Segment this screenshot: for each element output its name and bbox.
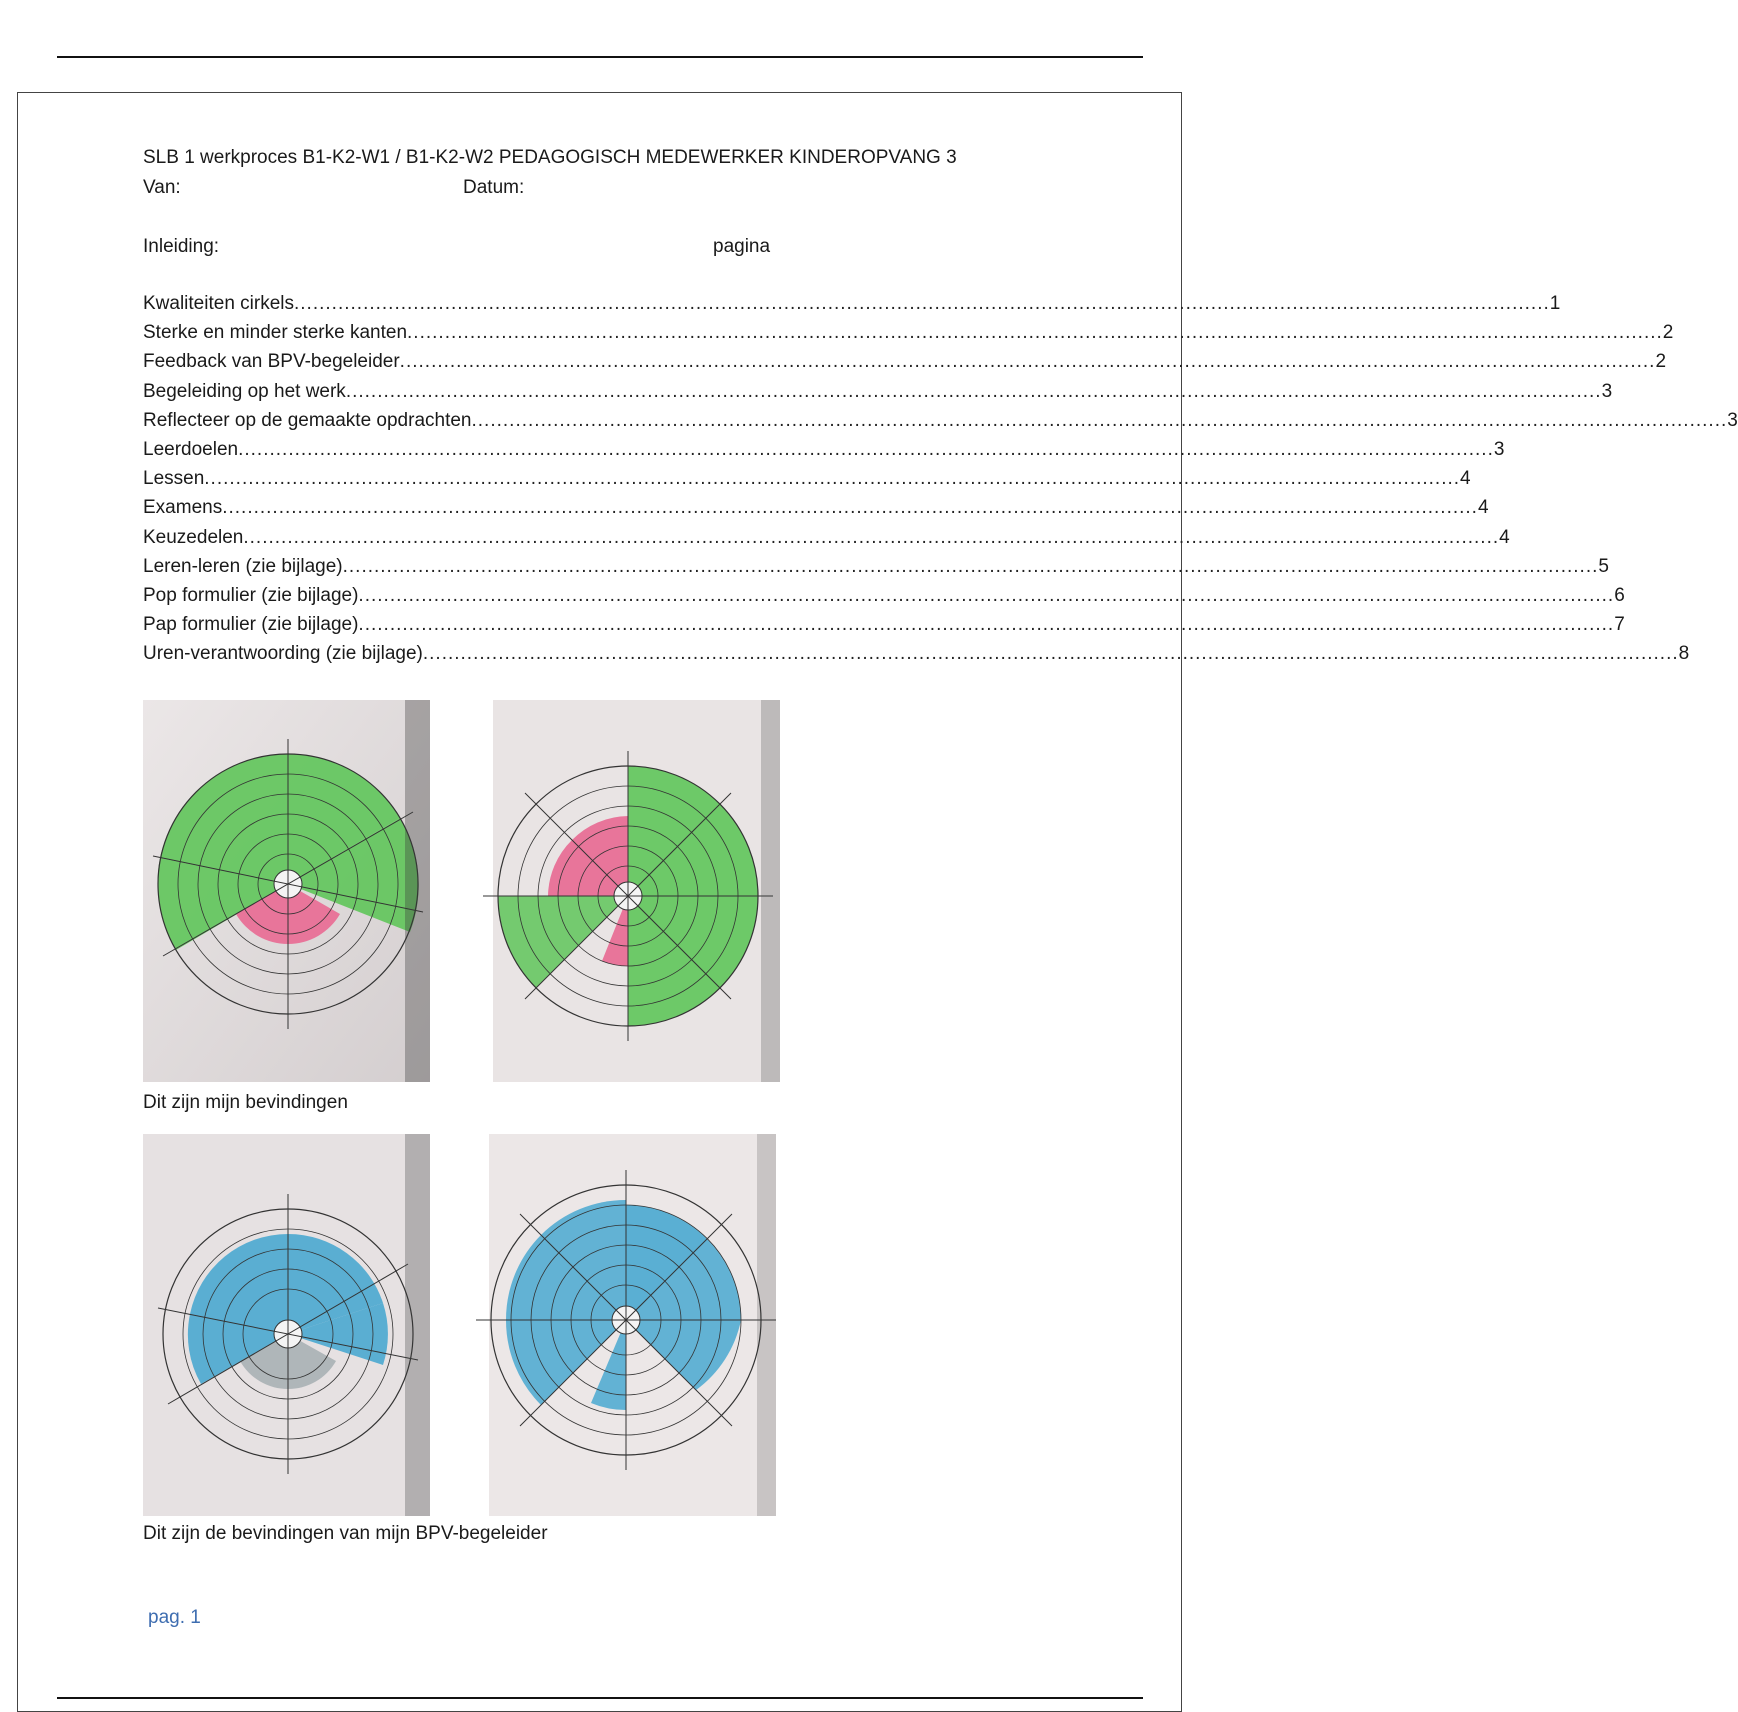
top-rule [57,56,1143,58]
toc-item-label: Keuzedelen [143,526,244,548]
caption-supervisor-findings: Dit zijn de bevindingen van mijn BPV-begeleider [143,1523,548,1544]
photo-own-circle-1 [143,700,430,1082]
toc-page-heading: pagina [713,236,771,257]
toc-item-page: 4 [1477,497,1489,519]
toc-item-page: 2 [1655,351,1667,373]
toc-leader-dots: ........................................................................................................................................................................................................ [238,439,1494,460]
toc-item [143,526,1510,549]
datum-label: Datum: [463,177,525,198]
photo-supervisor-circle-2 [489,1134,776,1516]
toc-leader-dots: ........................................................................................................................................................................................................ [204,468,1461,490]
toc-item [143,293,1561,315]
toc-item-page: 3 [1727,409,1738,431]
toc-item-page: 2 [1662,322,1674,344]
photo-own-circle-2 [493,700,780,1082]
toc-leader-dots: ........................................................................................................................................................................................................ [243,526,1500,548]
toc-item [143,322,1674,344]
toc-leader-dots: ........................................................................................................................................................................................................ [471,409,1728,431]
toc-item-page: 3 [1601,380,1613,402]
toc-leader-dots: ........................................................................................................................................................................................................ [358,585,1615,606]
toc-leader-dots: ........................................................................................................................................................................................................ [342,555,1599,577]
toc-leader-dots: ........................................................................................................................................................................................................ [358,614,1615,636]
document-title: SLB 1 werkproces B1-K2-W1 / B1-K2-W2 PEDAGOGISCH MEDEWERKER KINDEROPVANG 3 [143,147,957,168]
toc-item [143,380,1613,403]
toc-item-page: 1 [1549,293,1561,314]
toc-item-page: 5 [1598,555,1609,577]
toc-item-label: Examens [143,497,223,519]
van-label: Van: [143,177,181,198]
toc-item [143,497,1489,519]
toc-item-label: Leerdoelen [143,439,239,460]
caption-own-findings: Dit zijn mijn bevindingen [143,1092,348,1113]
toc-item-page: 4 [1499,526,1510,548]
toc-item [143,439,1505,461]
toc-item-page: 7 [1614,614,1625,636]
toc-item-label: Pop formulier (zie bijlage) [143,585,359,606]
toc-leader-dots: ........................................................................................................................................................................................................ [222,497,1478,519]
toc-item [143,585,1625,607]
toc-item-label: Feedback van BPV-begeleider [143,351,400,373]
toc-leader-dots: ........................................................................................................................................................................................................ [345,380,1602,402]
toc-item-page: 6 [1614,585,1625,606]
toc-item [143,614,1625,636]
toc-item-page: 8 [1678,643,1690,665]
toc-leader-dots: ........................................................................................................................................................................................................ [294,293,1550,314]
toc-item-label: Lessen [143,468,205,490]
toc-leader-dots: ........................................................................................................................................................................................................ [399,351,1656,373]
toc-item-label: Kwaliteiten cirkels [143,293,294,314]
toc-item [143,468,1471,490]
toc-item [143,409,1738,432]
toc-heading: Inleiding: [143,236,220,257]
toc-item-label: Leren-leren (zie bijlage) [143,555,343,577]
toc-item [143,351,1667,373]
toc-item-page: 4 [1460,468,1471,490]
toc-leader-dots: ........................................................................................................................................................................................................ [422,643,1679,665]
toc-item-label: Sterke en minder sterke kanten [143,322,408,344]
toc-item-label: Uren-verantwoording (zie bijlage) [143,643,423,665]
toc-item [143,555,1609,578]
page-number: pag. 1 [148,1607,201,1628]
toc-item-label: Begeleiding op het werk [143,380,346,402]
toc-item-label: Pap formulier (zie bijlage) [143,614,359,636]
toc-leader-dots: ........................................................................................................................................................................................................ [407,322,1663,344]
toc-item-label: Reflecteer op de gemaakte opdrachten [143,409,472,431]
toc-item [143,643,1690,665]
toc-item-page: 3 [1493,439,1505,460]
bottom-rule [57,1697,1143,1699]
photo-supervisor-circle-1 [143,1134,430,1516]
